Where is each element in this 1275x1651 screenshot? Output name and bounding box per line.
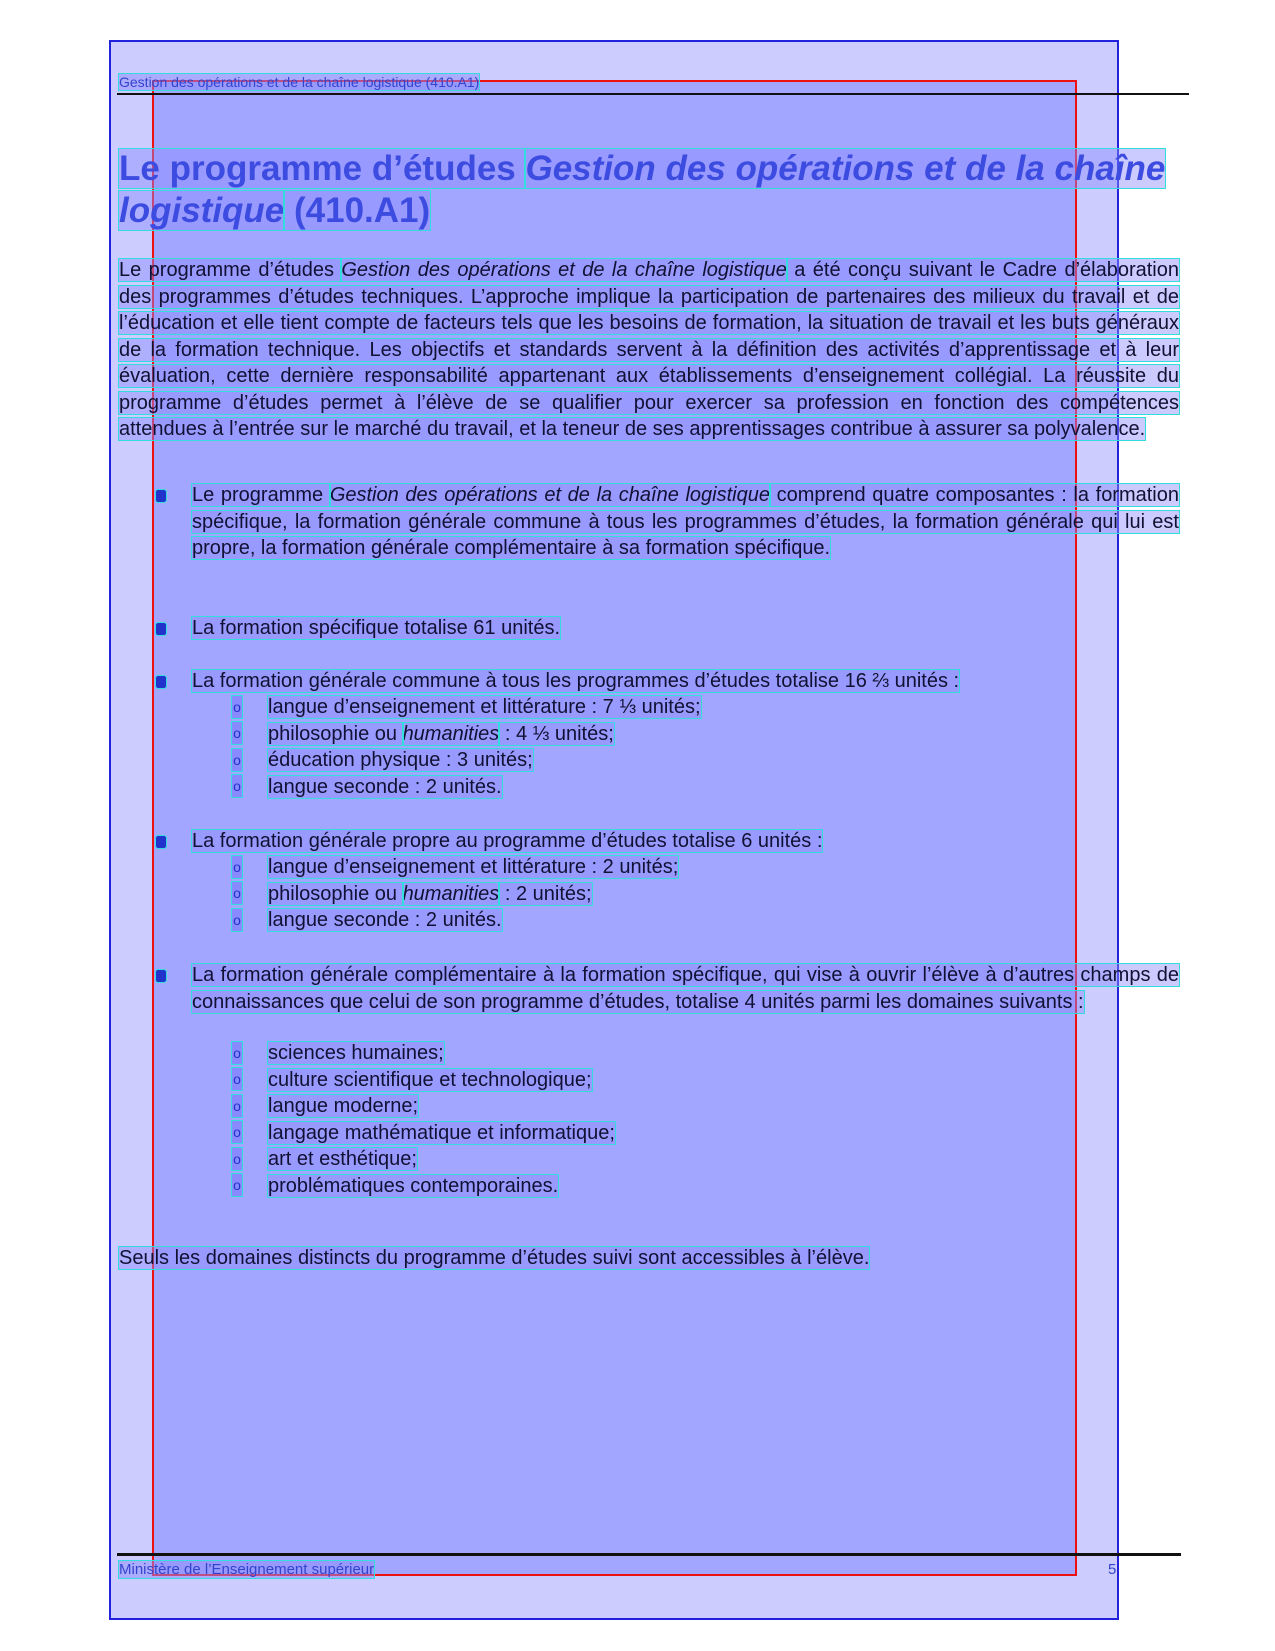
page-title [119, 148, 1179, 232]
complementary-text: La formation générale complémentaire à la formation spécifique, qui vise à ouvrir l’élève à d’autres champs de connaissances que celui de son programme d’études, totalise 4 unités parmi les domaines suivants : [192, 964, 1179, 1013]
sub-bullet-marker: o [232, 1068, 242, 1090]
bullet-marker [156, 970, 166, 982]
list-item [268, 1146, 615, 1173]
sub-bullet-marker: o [232, 1042, 242, 1064]
intro-italic: Gestion des opérations et de la chaîne logistique [341, 259, 787, 281]
list-item [268, 721, 701, 748]
bullet-marker [156, 623, 166, 635]
closing-paragraph [119, 1245, 1179, 1272]
specific-text: La formation spécifique totalise 61 unités. [192, 617, 560, 639]
sub-bullet-marker: o [232, 1121, 242, 1143]
bullet-common [192, 668, 1179, 695]
list-item-text: problématiques contemporaines. [268, 1174, 559, 1197]
list-item-text: : 4 ⅓ unités; [499, 722, 614, 745]
list-item-text: langage mathématique et informatique; [268, 1121, 615, 1144]
list-item-italic: humanities [402, 882, 500, 905]
bullet-marker [156, 490, 166, 502]
list-item [268, 881, 678, 908]
bullet-components [192, 482, 1179, 562]
sub-bullet-marker: o [232, 1174, 242, 1196]
sub-bullet-marker: o [232, 722, 242, 744]
list-item-text: art et esthétique; [268, 1148, 417, 1170]
footer-ministry: Ministère de l’Enseignement supérieur [119, 1561, 375, 1578]
list-item-text: langue d’enseignement et littérature : 2 unités; [268, 856, 679, 878]
sub-bullet-marker: o [232, 856, 242, 878]
complementary-sublist [268, 1040, 615, 1199]
proper-text: La formation générale propre au programme d’études totalise 6 unités : [192, 830, 823, 852]
list-item-italic: humanities [402, 722, 500, 745]
sub-bullet-marker: o [232, 909, 242, 931]
components-text: comprend quatre composantes : la formation spécifique, la formation générale commune à tous les programmes d’études, la formation générale qui lui est propre, la formation générale complémentaire à sa formation spécifique. [192, 484, 1180, 559]
sub-bullet-marker: o [232, 882, 242, 904]
list-item-text: sciences humaines; [268, 1042, 444, 1064]
running-header: Gestion des opérations et de la chaîne logistique (410.A1) [119, 74, 480, 90]
proper-sublist [268, 854, 678, 934]
intro-text: a été conçu suivant le Cadre d’élaboration des programmes d’études techniques. L’approche implique la participation de partenaires des milieux du travail et de l’éducation et elle tient compte de facteurs tels que les besoins de formation, la situation de travail et les buts généraux de la formation technique. Les objectifs et standards servent à la définition des activités d’apprentissage et à leur évaluation, cette dernière responsabilité appartenant aux établissements d’enseignement collégial. La réussite du programme d’études permet à l’élève de se qualifier pour exercer sa profession en fonction des compétences attendues à l’entrée sur le marché du travail, et la teneur de ses apprentissages contribue à assurer sa polyvalence. [119, 259, 1179, 440]
sub-bullet-marker: o [232, 775, 242, 797]
list-item-text: langue d’enseignement et littérature : 7 ⅓ unités; [268, 696, 701, 718]
list-item-text: langue seconde : 2 unités. [268, 909, 502, 931]
components-italic: Gestion des opérations et de la chaîne logistique [329, 484, 770, 506]
sub-bullet-marker: o [232, 1148, 242, 1170]
title-suffix: (410.A1) [284, 191, 431, 230]
title-prefix: Le programme d’études [119, 149, 526, 188]
list-item [268, 774, 701, 801]
components-prefix: Le programme [192, 484, 330, 506]
intro-paragraph [119, 257, 1179, 443]
list-item [268, 907, 678, 934]
bullet-proper [192, 828, 1179, 855]
list-item [268, 694, 701, 721]
list-item-text: langue moderne; [268, 1095, 419, 1117]
bullet-marker [156, 836, 166, 848]
title-italic: Gestion des opérations et de la chaîne logistique [119, 149, 1166, 230]
sub-bullet-marker: o [232, 1095, 242, 1117]
list-item [268, 854, 678, 881]
list-item-text: culture scientifique et technologique; [268, 1068, 592, 1091]
list-item-text: langue seconde : 2 unités. [268, 775, 502, 798]
list-item [268, 1173, 615, 1200]
common-sublist [268, 694, 701, 800]
page-number: 5 [1108, 1561, 1117, 1578]
footer-rule [117, 1553, 1181, 1556]
common-text: La formation générale commune à tous les programmes d’études totalise 16 ⅔ unités : [192, 670, 960, 692]
list-item-text: philosophie ou [268, 722, 403, 745]
sub-bullet-marker: o [232, 749, 242, 771]
sub-bullet-marker: o [232, 696, 242, 718]
list-item [268, 1040, 615, 1067]
bullet-complementary [192, 962, 1179, 1015]
list-item-text: philosophie ou [268, 882, 403, 905]
intro-prefix: Le programme d’études [119, 259, 342, 281]
bullet-specific [192, 615, 1179, 642]
closing-text: Seuls les domaines distincts du programme d’études suivi sont accessibles à l’élève. [119, 1247, 870, 1269]
list-item [268, 1093, 615, 1120]
bullet-marker [156, 676, 166, 688]
list-item [268, 1120, 615, 1147]
list-item-text: : 2 unités; [499, 882, 592, 905]
list-item [268, 747, 701, 774]
header-rule [117, 93, 1189, 95]
list-item [268, 1067, 615, 1094]
list-item-text: éducation physique : 3 unités; [268, 749, 533, 771]
